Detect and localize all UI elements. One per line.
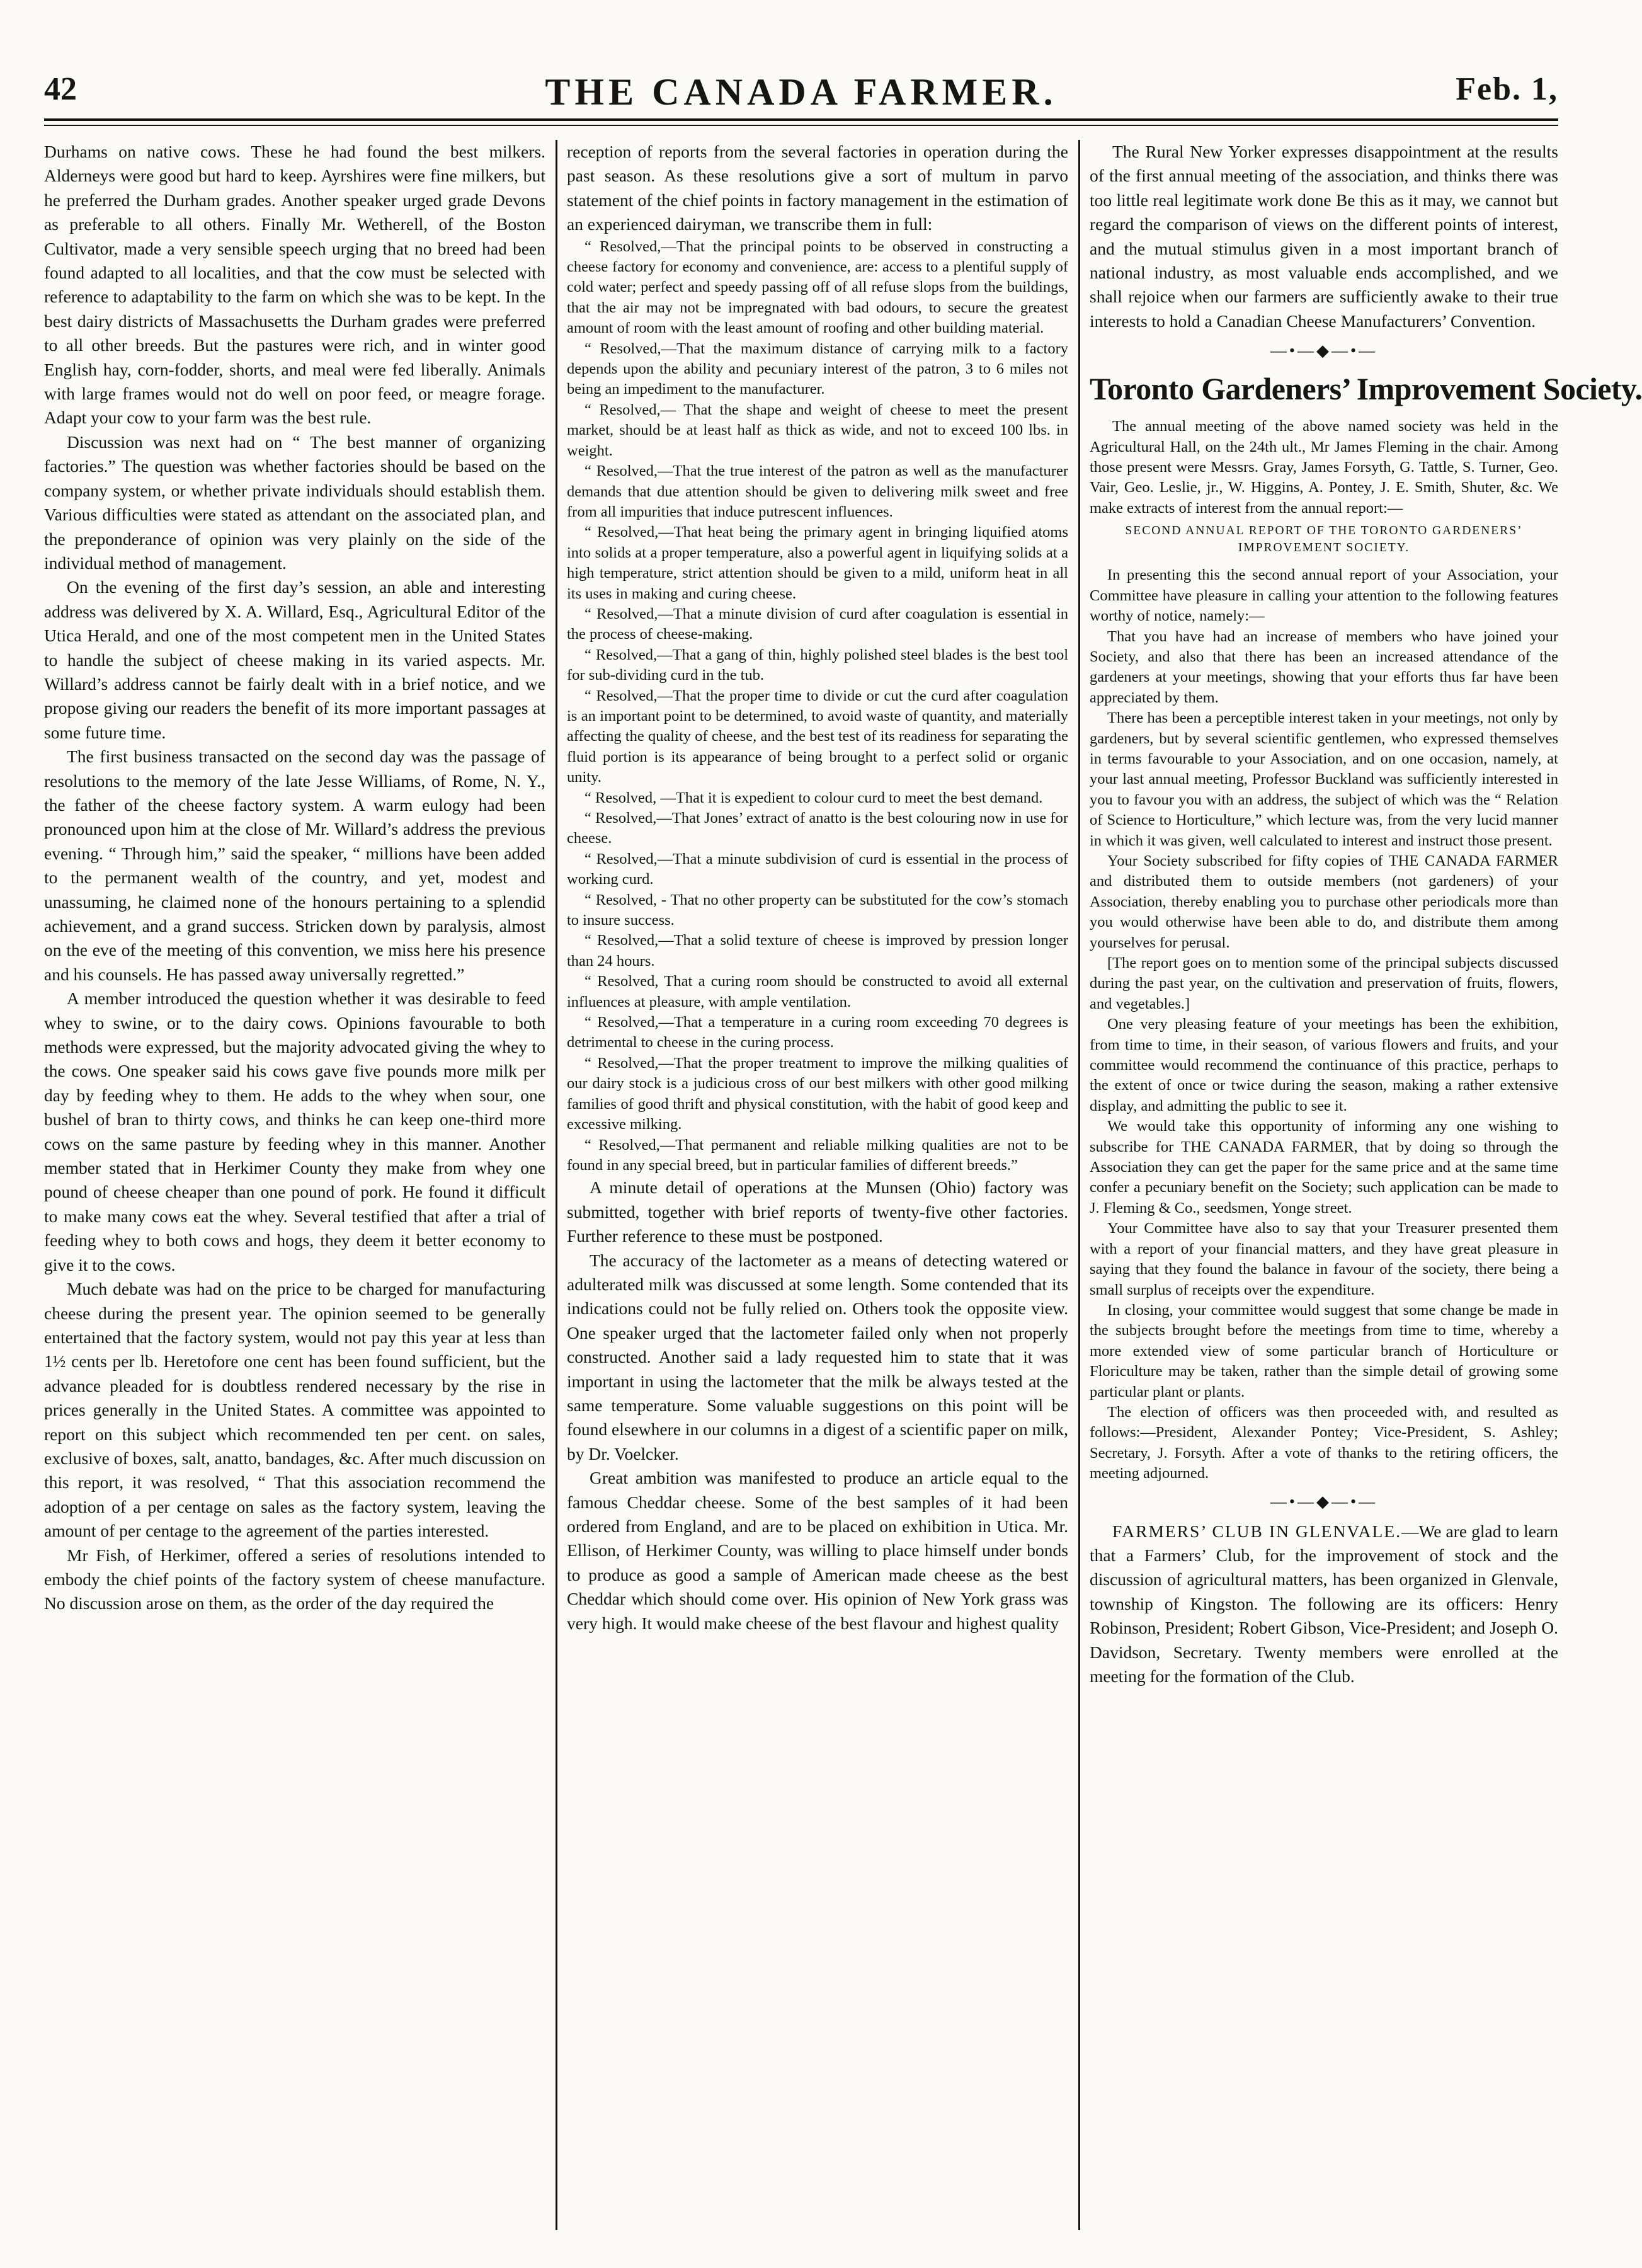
paragraph: Mr Fish, of Herkimer, offered a series of resolutions intended to embody the chief points of the factory system of cheese manufacture. No discussion arose on them, as the order of the day required the bbox=[44, 1545, 545, 1613]
report-paragraph: [The report goes on to mention some of the principal subjects discussed during the past year, on the cultivation and preservation of fruits, flowers, and vegetables.] bbox=[1090, 954, 1558, 1012]
column-3 bbox=[1090, 140, 1642, 2230]
paragraph: On the evening of the first day’s session, an able and interesting address was delivered by X. A. Willard, Esq., Agricultural Editor of the Utica Herald, and one of the most competent men in the United States to handle the subject of cheese making in its varied aspects. Mr. Willard’s address cannot be fairly dealt with in a brief notice, and we propose giving our readers the benefit of its more important passages at some future time. bbox=[44, 577, 545, 742]
resolutions-list bbox=[567, 237, 1068, 1176]
resolution: “ Resolved,—That the maximum distance of carrying milk to a factory depends upon the ability and pecuniary interest of the patron, 3 to 6 miles not being an impediment to the manufacturer. bbox=[567, 340, 1068, 398]
newspaper-title: THE CANADA FARMER. bbox=[545, 71, 1058, 113]
report-paragraph: One very pleasing feature of your meetings has been the exhibition, from time to time, in their season, of various flowers and fruits, and your committee would recommend the continuance of this practice, perhaps to the extent of once or twice during the season, making a rather extensive display, and admitting the public to see it. bbox=[1090, 1016, 1558, 1114]
resolution: “ Resolved,— That the shape and weight of cheese to meet the present market, should be at least half as thick as wide, and not to exceed 100 lbs. in weight. bbox=[567, 401, 1068, 459]
paragraph: A minute detail of operations at the Munsen (Ohio) factory was submitted, together with brief reports of twenty-five other factories. Further reference to these must be postponed. bbox=[567, 1177, 1068, 1246]
resolution: “ Resolved, —That it is expedient to colour curd to meet the best demand. bbox=[584, 789, 1043, 806]
report-paragraph: The election of officers was then proceeded with, and resulted as follows:—President, Alexander Pontey; Vice-President, S. Ashley; Secretary, J. Forsyth. After a vote of thanks to the retiring officers, the meeting adjourned. bbox=[1090, 1403, 1558, 1482]
article-heading: Toronto Gardeners’ Improvement Society. bbox=[1090, 371, 1642, 407]
resolution: “ Resolved,—That a solid texture of cheese is improved by pression longer than 24 hours. bbox=[567, 932, 1068, 970]
report-paragraph: Your Committee have also to say that your Treasurer presented them with a report of your financial matters, and they have great pleasure in saying that they found the balance in favour of the society, there being a small surplus of receipts over the expenditure. bbox=[1090, 1220, 1558, 1298]
report-paragraph: In closing, your committee would suggest that some change be made in the subjects brought before the meetings from time to time, whereby a more extended view of some particular branch of Horticulture or Floriculture may be taken, rather than the simple detail of growing some particular plant or plants. bbox=[1090, 1301, 1558, 1400]
resolution: “ Resolved, That a curing room should be constructed to avoid all external influences at pleasure, with ample ventilation. bbox=[567, 973, 1068, 1011]
club-lead: FARMERS’ CLUB IN GLENVALE. bbox=[1112, 1521, 1401, 1541]
resolution: “ Resolved,—That heat being the primary agent in bringing liquified atoms into solids at a proper temperature, also a powerful agent in liquifying solids at a high temperature, strict attention should be given to a mild, uniform heat in all its uses in making and curing cheese. bbox=[567, 524, 1068, 602]
header-rule bbox=[44, 118, 1558, 121]
report-paragraph: There has been a perceptible interest taken in your meetings, not only by gardeners, but by several scientific gentlemen, who expressed themselves in terms favourable to your Association, and on one occasion, namely, at your last annual meeting, Professor Buckland was sufficiently interested in you to favour you with an address, the subject of which was the “ Relation of Science to Horticulture,” which lecture was, from the very lucid manner in which it was given, well calculated to interest and instruct those present. bbox=[1090, 709, 1558, 849]
paragraph: Much debate was had on the price to be charged for manufacturing cheese during the present year. The opinion seemed to be generally entertained that the factory system, would not pay this year at less than 1½ cents per lb. Heretofore one cent has been found sufficient, but the advance pleaded for is doubtless rendered necessary by the rise in prices generally in the United States. A committee was appointed to report on this subject which recommended ten per cent. on sales, exclusive of boxes, salt, anatto, bandages, &c. After much discussion on this report, it was resolved, “ That this association recommend the adoption of a per centage on sales as the factory system, leaving the amount of per centage to the agreement of the parties interested. bbox=[44, 1279, 545, 1541]
paragraph: Great ambition was manifested to produce an article equal to the famous Cheddar cheese. Some of the best samples of it had been ordered from England, and are to be placed on exhibition in Utica. Mr. Ellison, of Herkimer County, was willing to place himself under bonds to produce as good a sample of American made cheese as the best Cheddar which should come over. His opinion of New York grass was very high. It would make cheese of the best flavour and highest quality bbox=[567, 1468, 1068, 1633]
paragraph: reception of reports from the several factories in operation during the past season. As these resolutions give a sort of multum in parvo statement of the chief points in factory management in the estimation of an experienced dairyman, we transcribe them in full: bbox=[567, 142, 1068, 234]
resolution: “ Resolved,—That a gang of thin, highly polished steel blades is the best tool for sub-dividing curd in the tub. bbox=[567, 646, 1068, 684]
column-1 bbox=[44, 140, 545, 2230]
paragraph: The Rural New Yorker expresses disappointment at the results of the first annual meeting of the association, and thinks there was too little real legitimate work done Be this as it may, we cannot but regard the comparison of views on the different points of interest, and the mutual stimulus given in a most important branch of national industry, as most valuable ends accomplished, and we shall rejoice when our farmers are sufficiently awake to their true interests to hold a Canadian Cheese Manufacturers’ Convention. bbox=[1090, 142, 1558, 331]
resolution: “ Resolved,—That the true interest of the patron as well as the manufacturer demands that due attention should be given to delivering milk sweet and free from all impurities that induce putrescent influences. bbox=[567, 462, 1068, 520]
ornament-divider: —•—◆—•— bbox=[1270, 1492, 1378, 1511]
resolution: “ Resolved,—That a minute division of curd after coagulation is essential in the process of cheese-making. bbox=[567, 605, 1068, 643]
column-divider bbox=[1078, 140, 1080, 2230]
resolution: “ Resolved,—That permanent and reliable milking qualities are not to be found in any special breed, but in particular families of different breeds.” bbox=[567, 1136, 1068, 1174]
issue-date: Feb. 1, bbox=[1456, 71, 1558, 107]
page-number: 42 bbox=[44, 71, 77, 107]
resolution: “ Resolved,—That a minute subdivision of curd is essential in the process of working curd. bbox=[567, 850, 1068, 888]
resolution: “ Resolved,—That the proper time to divide or cut the curd after coagulation is an important point to be determined, to avoid waste of quantity, and materially affecting the quality of cheese, and the best test of its readiness for separating the fluid portion is its appearance of being brought to a perfect solid or organic unity. bbox=[567, 687, 1068, 786]
paragraph: Discussion was next had on “ The best manner of organizing factories.” The question was whether factories should be based on the company system, or whether private individuals should establish them. Various difficulties were stated as attendant on the associated plan, and the preponderance of opinion was very plainly on the side of the individual method of management. bbox=[44, 432, 545, 573]
resolution: “ Resolved,—That the principal points to be observed in constructing a cheese factory for economy and convenience, are: access to a plentiful supply of cold water; perfect and speedy passing off of all refuse slops from the buildings, that the air may not be impregnated with bad odours, to secure the greatest amount of room with the least amount of roofing and other building material. bbox=[567, 238, 1068, 337]
report-subheading: SECOND ANNUAL REPORT OF THE TORONTO GARDENERS’ IMPROVEMENT SOCIETY. bbox=[1125, 524, 1523, 555]
paragraph: The accuracy of the lactometer as a means of detecting watered or adulterated milk was discussed at some length. Some contended that its indications could not be fully relied on. Others took the opposite view. One speaker urged that the lactometer failed only when not properly constructed. Another said a lady requested him to state that it was important in using the lactometer that the milk be always tested at the same temperature. Some valuable suggestions on this point will be found elsewhere in our columns in a digest of a scientific paper on milk, by Dr. Voelcker. bbox=[567, 1250, 1068, 1463]
club-paragraph bbox=[1090, 1520, 1558, 1689]
column-2 bbox=[567, 140, 1068, 2230]
ornament-divider: —•—◆—•— bbox=[1270, 341, 1378, 360]
paragraph: The annual meeting of the above named society was held in the Agricultural Hall, on the 24th ult., Mr James Fleming in the chair. Among those present were Messrs. Gray, James Forsyth, G. Tattle, S. Turner, Geo. Vair, Geo. Leslie, jr., W. Higgins, A. Pontey, J. E. Smith, Shuter, &c. We make extracts of interest from the annual report:— bbox=[1090, 418, 1558, 517]
resolution: “ Resolved,—That a temperature in a curing room exceeding 70 degrees is detrimental to cheese in the curing process. bbox=[567, 1014, 1068, 1051]
paragraph: Durhams on native cows. These he had found the best milkers. Alderneys were good but hard to keep. Ayrshires were fine milkers, but he preferred the Durham grades. Another speaker urged grade Devons as preferable to all others. Finally Mr. Wetherell, of the Boston Cultivator, made a very sensible speech urging that no breed had been found adapted to all localities, and that the cow must be selected with reference to adaptability to the farm on which she was to be kept. In the best dairy districts of Massachusetts the Durham grades were preferred to all other breeds. But the pastures were rich, and in winter good English hay, corn-fodder, shorts, and meal were fed liberally. Animals with large frames would not do well on poor feed, or meagre forage. Adapt your cow to your farm was the best rule. bbox=[44, 142, 545, 428]
club-text: —We are glad to learn that a Farmers’ Club, for the improvement of stock and the discussion of agricultural matters, has been organized in Glenvale, township of Kingston. The following are its officers: Henry Robinson, President; Robert Gibson, Vice-President; and Joseph O. Davidson, Secretary. Twenty members were enrolled at the meeting for the formation of the Club. bbox=[1090, 1521, 1559, 1686]
report-body bbox=[1090, 565, 1558, 1484]
resolution: “ Resolved,—That the proper treatment to improve the milking qualities of our dairy stock is a judicious cross of our best milkers with other good milking families of good thrift and physical constitution, with the habit of good keep and excessive milking. bbox=[567, 1054, 1068, 1133]
resolution: “ Resolved,—That Jones’ extract of anatto is the best colouring now in use for cheese. bbox=[567, 810, 1068, 847]
report-paragraph: Your Society subscribed for fifty copies of THE CANADA FARMER and distributed them to outside members (not gardeners) of your Association, thereby enabling you to purchase other periodicals more than you would otherwise have been able to do, and distribute them among yourselves for perusal. bbox=[1090, 852, 1558, 951]
resolution: “ Resolved, - That no other property can be substituted for the cow’s stomach to insure success. bbox=[567, 891, 1068, 929]
report-paragraph: In presenting this the second annual report of your Association, your Committee have pleasure in calling your attention to the following features worthy of notice, namely:— bbox=[1090, 566, 1558, 625]
paragraph: A member introduced the question whether it was desirable to feed whey to swine, or to the dairy cows. Opinions favourable to both methods were expressed, but the majority advocated giving the whey to the cows. One speaker said his cows gave five pounds more milk per day by feeding whey to them. He adds to the whey when sour, one bushel of bran to thirty cows, and thinks he can keep one-third more cows on the same pasture by feeding whey in this manner. Another member stated that in Herkimer County they make from whey one pound of cheese cheaper than one pound of pork. He found it difficult to make many cows eat the whey. Several testified that after a trial of feeding whey to both cows and hogs, they deem it better economy to give it to the cows. bbox=[44, 988, 545, 1274]
report-paragraph: We would take this opportunity of informing any one wishing to subscribe for THE CANADA FARMER, that by doing so through the Association they can get the paper for the same price and at the same time confer a pecuniary benefit on the Society; such application can be made to J. Fleming & Co., seedsmen, Yonge street. bbox=[1090, 1118, 1558, 1217]
paragraph: The first business transacted on the second day was the passage of resolutions to the memory of the late Jesse Williams, of Rome, N. Y., the father of the cheese factory system. A warm eulogy had been pronounced upon him at the close of Mr. Willard’s address the previous evening. “ Through him,” said the speaker, “ millions have been added to the permanent wealth of the country, and yet, modest and unassuming, he claimed none of the honours pertaining to a splendid achievement, and a grand success. Stricken down by paralysis, almost on the eve of the meeting of this convention, we miss here his presence and his counsels. He has passed away universally regretted.” bbox=[44, 747, 545, 984]
masthead bbox=[44, 71, 1558, 121]
column-divider bbox=[556, 140, 557, 2230]
report-paragraph: That you have had an increase of members who have joined your Society, and also that there has been an increased attendance of the gardeners at your meetings, showing that your efforts thus far have been appreciated by them. bbox=[1090, 627, 1558, 706]
header-rule-thin bbox=[44, 125, 1558, 126]
